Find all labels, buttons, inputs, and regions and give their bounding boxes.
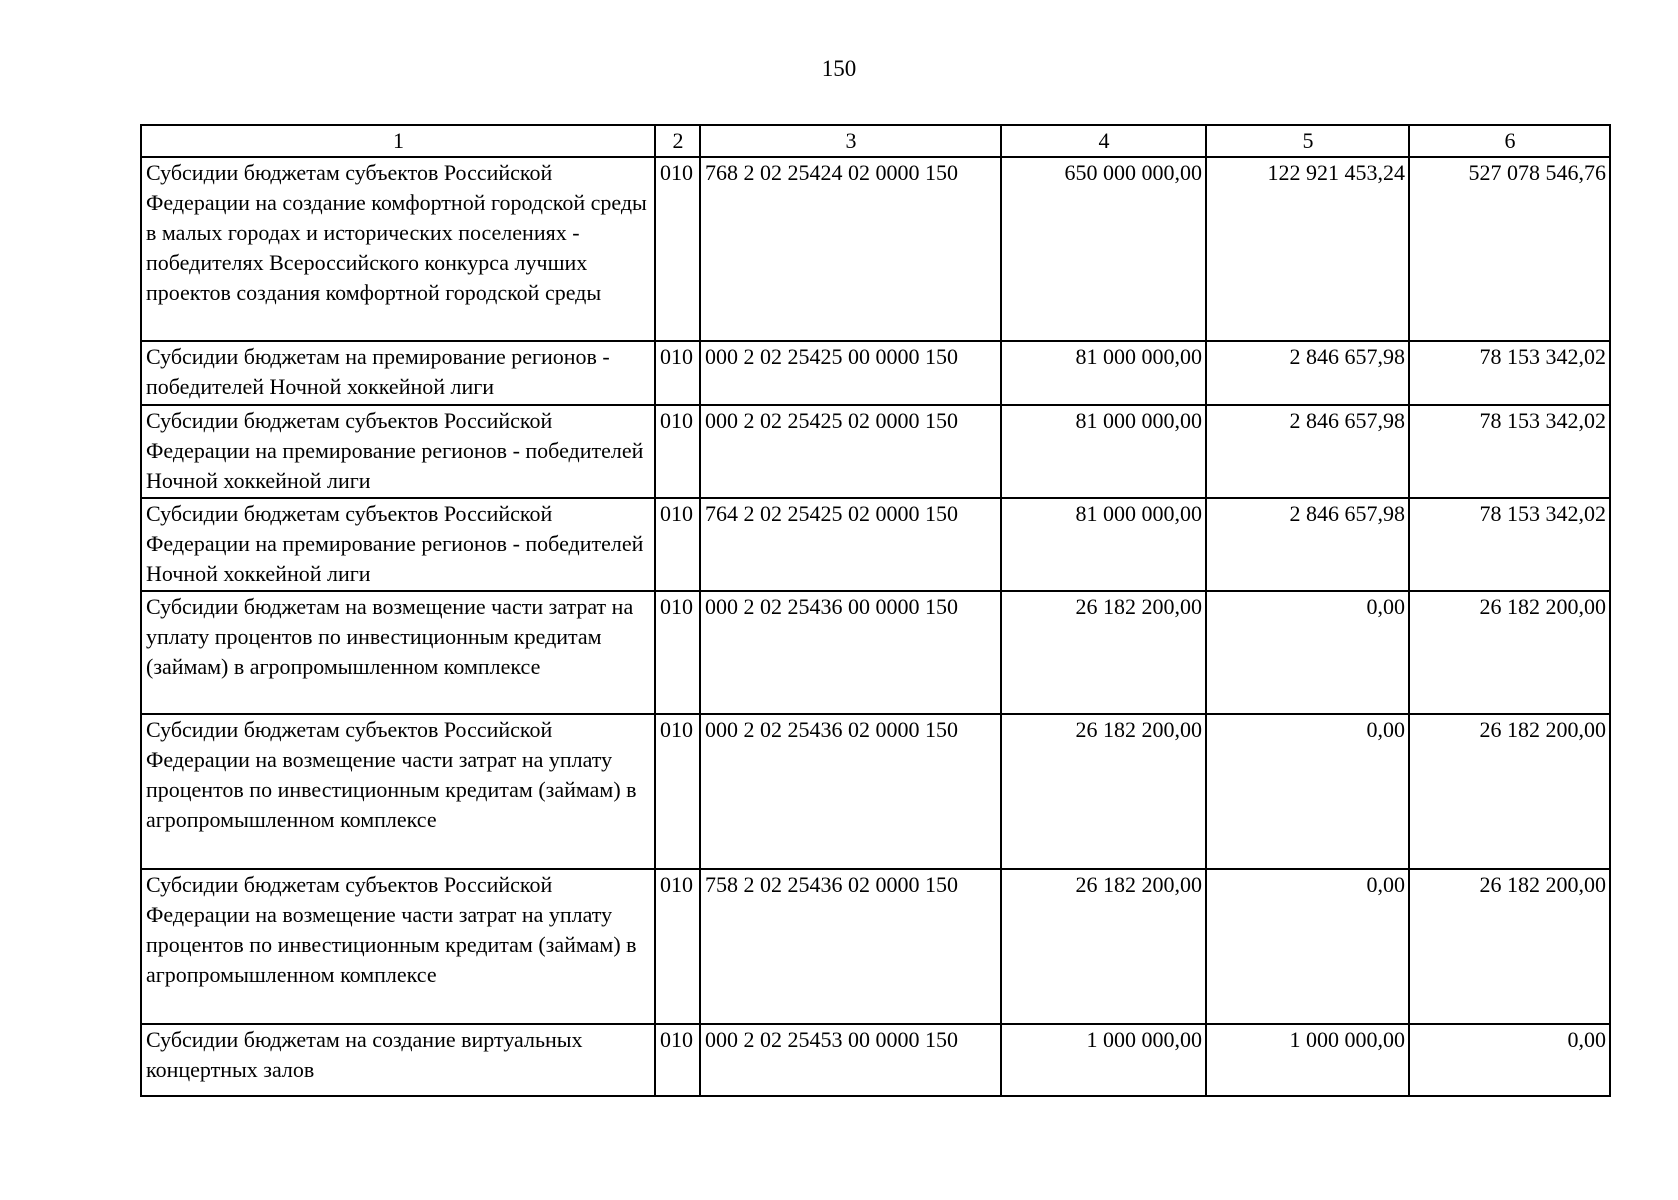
row-approved: 26 182 200,00: [1001, 869, 1206, 1024]
row-remaining: 26 182 200,00: [1409, 869, 1610, 1024]
row-approved: 81 000 000,00: [1001, 498, 1206, 591]
row-line-code: 010: [655, 1024, 700, 1096]
table-row: [141, 591, 1610, 714]
row-executed: 2 846 657,98: [1206, 405, 1409, 498]
row-name: Субсидии бюджетам субъектов Российской Федерации на возмещение части затрат на уплату процентов по инвестиционным кредитам (займам) в агропромышленном комплексе: [141, 714, 655, 869]
row-name: Субсидии бюджетам субъектов Российской Федерации на премирование регионов - победителей Ночной хоккейной лиги: [141, 498, 655, 591]
row-budget-code: 000 2 02 25425 00 0000 150: [700, 341, 1001, 405]
table-row: [141, 869, 1610, 1024]
row-approved: 1 000 000,00: [1001, 1024, 1206, 1096]
row-approved: 81 000 000,00: [1001, 405, 1206, 498]
row-executed: 2 846 657,98: [1206, 341, 1409, 405]
table-row: [141, 341, 1610, 405]
row-approved: 26 182 200,00: [1001, 714, 1206, 869]
row-budget-code: 764 2 02 25425 02 0000 150: [700, 498, 1001, 591]
row-remaining: 26 182 200,00: [1409, 714, 1610, 869]
page-number: 150: [821, 56, 857, 81]
table-row: [141, 157, 1610, 341]
column-header: 3: [700, 125, 1001, 157]
row-line-code: 010: [655, 714, 700, 869]
row-line-code: 010: [655, 498, 700, 591]
budget-table: [140, 124, 1611, 1097]
table-row: [141, 498, 1610, 591]
row-line-code: 010: [655, 869, 700, 1024]
row-executed: 0,00: [1206, 591, 1409, 714]
row-approved: 650 000 000,00: [1001, 157, 1206, 341]
row-budget-code: 758 2 02 25436 02 0000 150: [700, 869, 1001, 1024]
row-name: Субсидии бюджетам на создание виртуальных концертных залов: [141, 1024, 655, 1096]
row-executed: 122 921 453,24: [1206, 157, 1409, 341]
row-budget-code: 000 2 02 25453 00 0000 150: [700, 1024, 1001, 1096]
row-budget-code: 768 2 02 25424 02 0000 150: [700, 157, 1001, 341]
row-remaining: 78 153 342,02: [1409, 405, 1610, 498]
row-remaining: 78 153 342,02: [1409, 498, 1610, 591]
column-header: 6: [1409, 125, 1610, 157]
row-remaining: 26 182 200,00: [1409, 591, 1610, 714]
row-line-code: 010: [655, 157, 700, 341]
row-approved: 26 182 200,00: [1001, 591, 1206, 714]
row-line-code: 010: [655, 341, 700, 405]
row-line-code: 010: [655, 405, 700, 498]
row-executed: 1 000 000,00: [1206, 1024, 1409, 1096]
table-row: [141, 714, 1610, 869]
column-header: 2: [655, 125, 700, 157]
column-header: 1: [141, 125, 655, 157]
row-executed: 0,00: [1206, 714, 1409, 869]
column-header: 4: [1001, 125, 1206, 157]
row-name: Субсидии бюджетам субъектов Российской Федерации на создание комфортной городской среды в малых городах и исторических поселениях - победителях Всероссийского конкурса лучших проектов создания комфортной городской среды: [141, 157, 655, 341]
column-header: 5: [1206, 125, 1409, 157]
row-name: Субсидии бюджетам на возмещение части затрат на уплату процентов по инвестиционным кредитам (займам) в агропромышленном комплексе: [141, 591, 655, 714]
row-budget-code: 000 2 02 25425 02 0000 150: [700, 405, 1001, 498]
row-budget-code: 000 2 02 25436 00 0000 150: [700, 591, 1001, 714]
row-remaining: 527 078 546,76: [1409, 157, 1610, 341]
row-executed: 2 846 657,98: [1206, 498, 1409, 591]
row-approved: 81 000 000,00: [1001, 341, 1206, 405]
table-row: [141, 1024, 1610, 1096]
row-remaining: 0,00: [1409, 1024, 1610, 1096]
row-name: Субсидии бюджетам на премирование регионов - победителей Ночной хоккейной лиги: [141, 341, 655, 405]
row-line-code: 010: [655, 591, 700, 714]
row-name: Субсидии бюджетам субъектов Российской Федерации на возмещение части затрат на уплату процентов по инвестиционным кредитам (займам) в агропромышленном комплексе: [141, 869, 655, 1024]
row-name: Субсидии бюджетам субъектов Российской Федерации на премирование регионов - победителей Ночной хоккейной лиги: [141, 405, 655, 498]
row-remaining: 78 153 342,02: [1409, 341, 1610, 405]
table-row: [141, 405, 1610, 498]
row-budget-code: 000 2 02 25436 02 0000 150: [700, 714, 1001, 869]
row-executed: 0,00: [1206, 869, 1409, 1024]
table-header-row: [141, 125, 1610, 157]
